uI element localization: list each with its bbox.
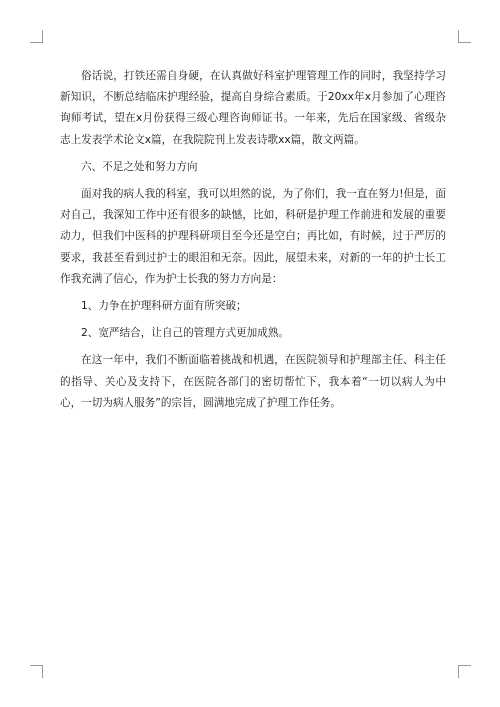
paragraph-conclusion: 在这一年中，我们不断面临着挑战和机遇，在医院领导和护理部主任、科主任的指导、关心及支持下，在医院各部门的密切帮忙下，我本着“一切以病人为中心，一切为病人服务”的宗旨，圆满地完成了护理工作任务。 (60, 354, 446, 409)
crop-mark-bottom-left (30, 665, 43, 678)
list-item-goal-1: 1、力争在护理科研方面有所突破； (81, 300, 247, 313)
crop-mark-top-right (458, 30, 471, 43)
crop-mark-top-left (30, 30, 43, 43)
document-body (60, 66, 446, 414)
crop-mark-bottom-right (458, 665, 471, 678)
section-heading-shortcomings: 六、不足之处和努力方向 (81, 160, 198, 173)
list-item-goal-2: 2、宽严结合，让自己的管理方式更加成熟。 (81, 327, 290, 340)
paragraph-self-improvement: 俗话说，打铁还需自身硬，在认真做好科室护理管理工作的同时，我坚持学习新知识，不断总结临床护理经验，提高自身综合素质。于20xx年x月参加了心理咨询师考试，望在x月份获得三级心理咨询师证书。一年来，先后在国家级、省级杂志上发表学术论文x篇，在我院院刊上发表诗歌xx篇，散文两篇。 (60, 70, 446, 146)
paragraph-shortcomings: 面对我的病人我的科室，我可以坦然的说，为了你们，我一直在努力!但是，面对自己，我深知工作中还有很多的缺憾，比如，科研是护理工作前进和发展的重要动力，但我们中医科的护理科研项目至今还是空白；再比如，有时候，过于严厉的要求，我甚至看到过护士的眼泪和无奈。因此，展望未来，对新的一年的护士长工作我充满了信心，作为护士长我的努力方向是： (60, 188, 446, 285)
